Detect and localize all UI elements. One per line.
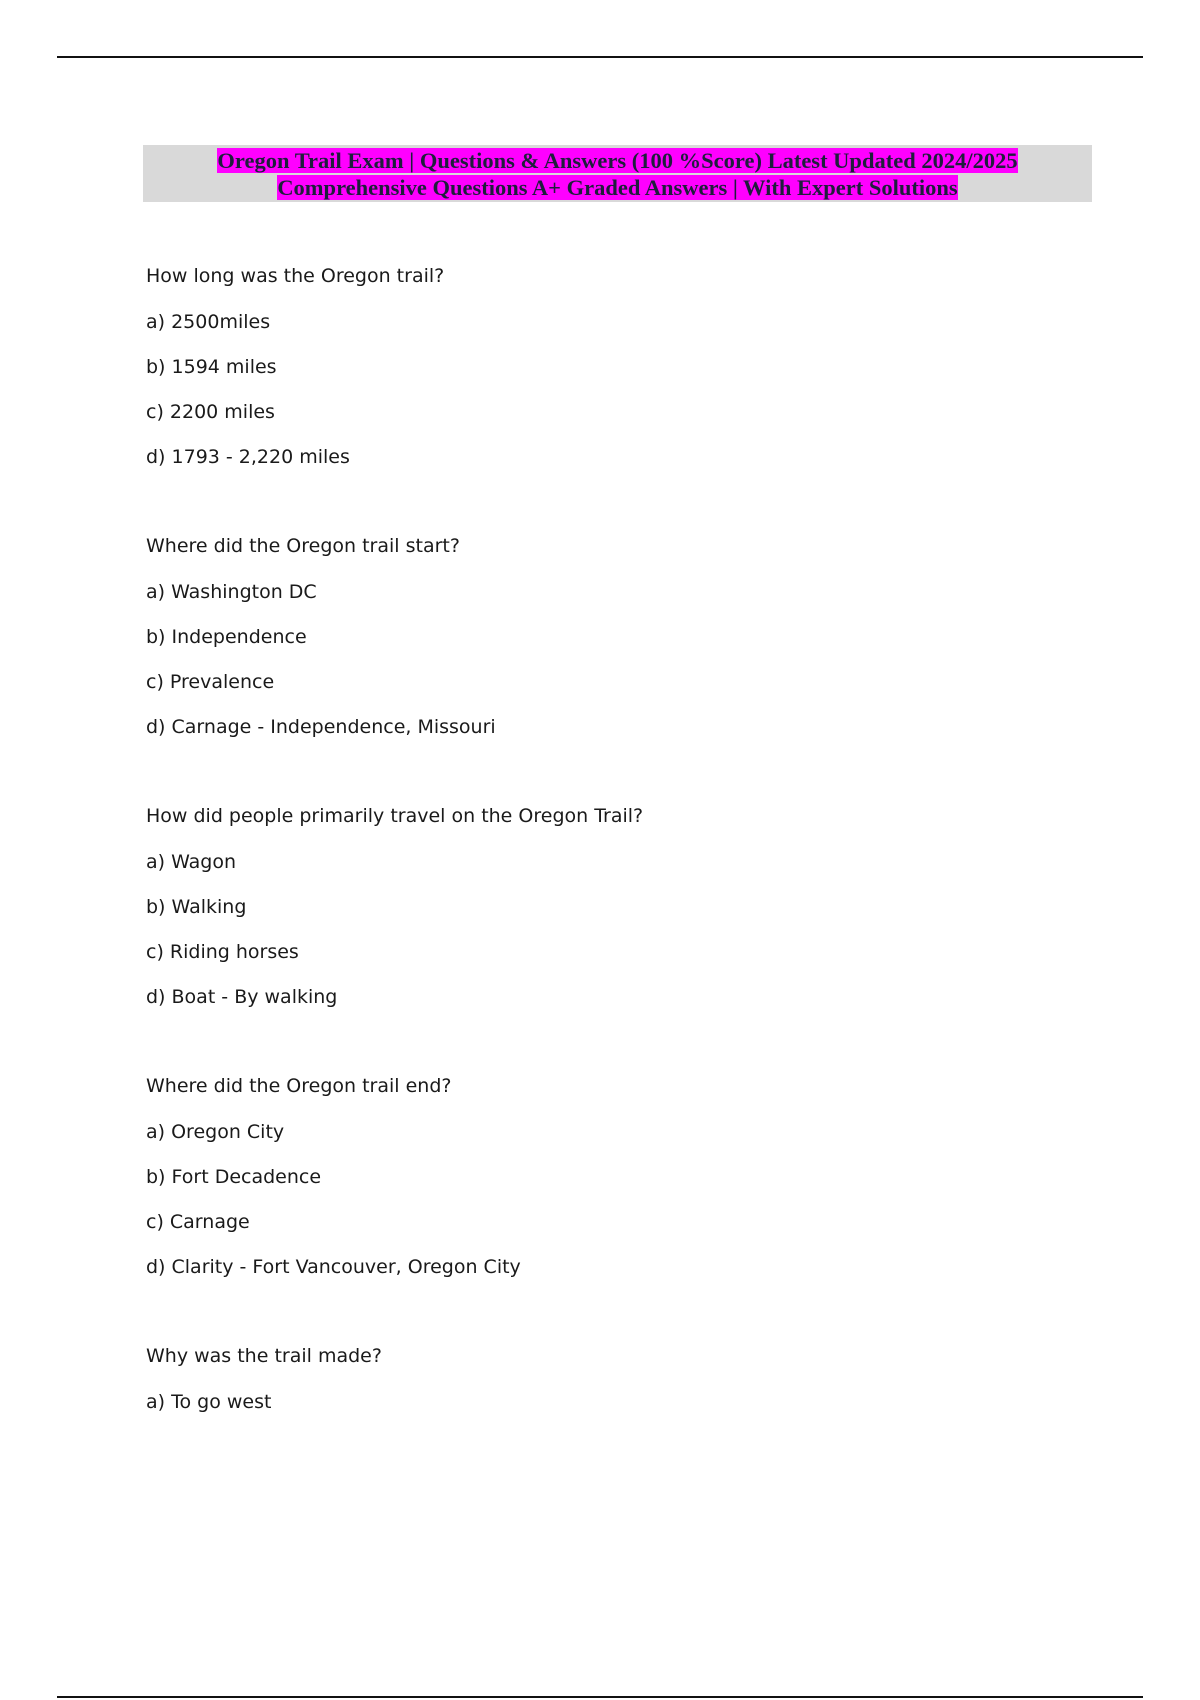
answer-option: a) To go west bbox=[146, 1391, 272, 1413]
document-title-box bbox=[143, 145, 1092, 202]
answer-option: c) 2200 miles bbox=[146, 401, 275, 423]
answer-option: c) Riding horses bbox=[146, 941, 299, 963]
question-block-5 bbox=[146, 1342, 1096, 1416]
answer-option: a) Wagon bbox=[146, 851, 237, 873]
answer-option: b) 1594 miles bbox=[146, 356, 277, 378]
answer-option: c) Prevalence bbox=[146, 671, 275, 693]
question-block-1 bbox=[146, 262, 1096, 471]
answer-option: b) Independence bbox=[146, 626, 307, 648]
answer-option: a) Washington DC bbox=[146, 581, 317, 603]
question-block-4 bbox=[146, 1072, 1096, 1281]
question-text: How long was the Oregon trail? bbox=[146, 265, 445, 287]
answer-option: c) Carnage bbox=[146, 1211, 250, 1233]
answer-option: a) 2500miles bbox=[146, 311, 271, 333]
document-title-line-1: Oregon Trail Exam | Questions & Answers (100 %Score) Latest Updated 2024/2025 bbox=[217, 148, 1018, 173]
question-text: How did people primarily travel on the Oregon Trail? bbox=[146, 805, 644, 827]
answer-option: b) Fort Decadence bbox=[146, 1166, 322, 1188]
question-text: Where did the Oregon trail end? bbox=[146, 1075, 452, 1097]
header-rule bbox=[57, 56, 1143, 58]
question-text: Where did the Oregon trail start? bbox=[146, 535, 460, 557]
question-list bbox=[146, 262, 1096, 1477]
answer-option: d) 1793 - 2,220 miles bbox=[146, 446, 350, 468]
answer-option: d) Clarity - Fort Vancouver, Oregon City bbox=[146, 1256, 521, 1278]
footer-rule bbox=[57, 1696, 1143, 1698]
answer-option: d) Boat - By walking bbox=[146, 986, 338, 1008]
question-block-3 bbox=[146, 802, 1096, 1011]
answer-option: a) Oregon City bbox=[146, 1121, 285, 1143]
answer-option: d) Carnage - Independence, Missouri bbox=[146, 716, 496, 738]
question-block-2 bbox=[146, 532, 1096, 741]
question-text: Why was the trail made? bbox=[146, 1345, 382, 1367]
document-title-line-2: Comprehensive Questions A+ Graded Answers | With Expert Solutions bbox=[277, 175, 958, 200]
answer-option: b) Walking bbox=[146, 896, 247, 918]
